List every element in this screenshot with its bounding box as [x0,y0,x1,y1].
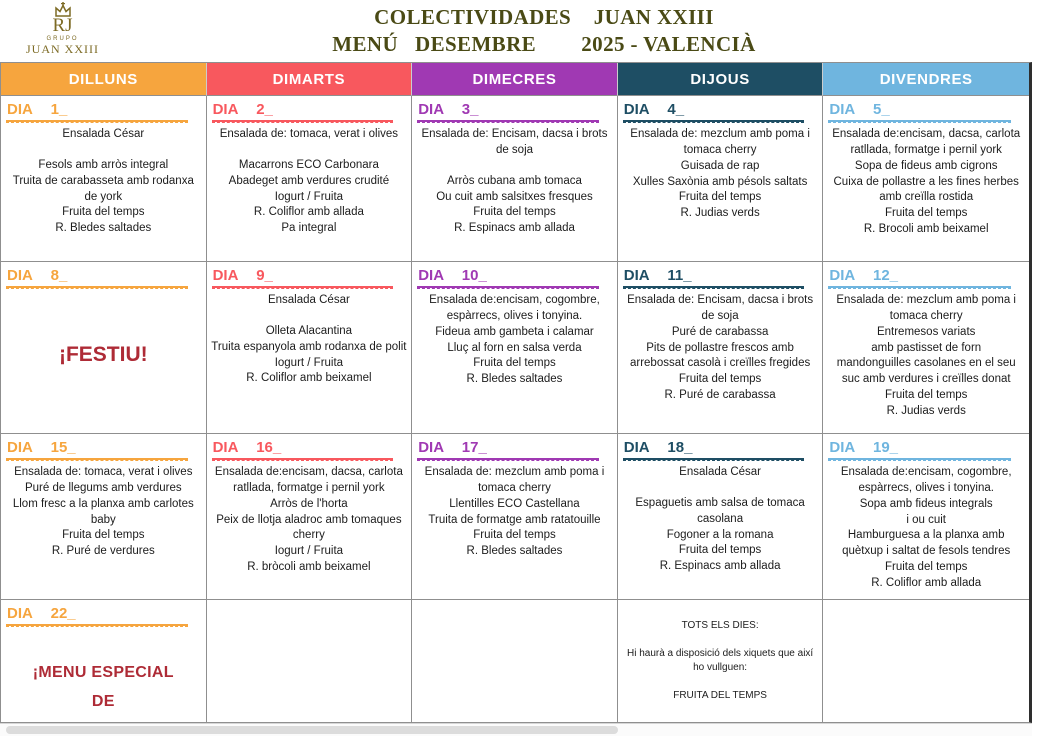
menu-line: R. Judias verds [680,207,760,220]
weekday-header-dilluns: DILLUNS [1,63,207,96]
menu-line: Ensalada César [679,466,761,478]
menu-line: R. Bledes saltades [466,545,563,558]
day-label: DIA 19_ [829,439,899,456]
menu-line: Fruita del temps [473,529,556,542]
daily-note-cell [618,600,824,722]
menu-line: Ensalada de: mezclum amb poma i tomaca cherry [424,466,605,494]
day-underline [828,458,1011,461]
day-label: DIA 8_ [7,267,68,284]
menu-lines [5,465,202,560]
day-cell-2 [207,96,413,262]
menu-line: Sopa de fideus amb cigrons [854,159,998,172]
menu-line: R. Espinacs amb allada [454,222,575,235]
day-label: DIA 12_ [829,267,899,284]
weekday-header-dimarts: DIMARTS [207,63,413,96]
menu-line: Arròs de l'horta [270,497,348,510]
logo-monogram: RJ [52,15,73,36]
menu-line: amb pastisset de forn [871,341,982,354]
menu-line: Fruita del temps [473,206,556,219]
menu-line: Iogurt / Fruita [274,545,344,558]
menu-line: Pits de pollastre frescos amb arrebossat casolà i creïlles fregides [629,341,811,370]
menu-line: Ensalada de: mezclum amb poma i tomaca cherry [836,294,1016,322]
day-underline [417,120,599,123]
menu-line [622,481,819,496]
daily-note [622,619,819,703]
title-line-2: MENÚ DESEMBRE 2025 - VALENCIÀ [332,32,756,56]
menu-lines [211,293,408,387]
menu-line: Ensalada de:encisam, dacsa, carlota ratllada, formatge i pernil york [832,128,1021,156]
day-underline [623,286,805,289]
weekday-header-divendres: DIVENDRES [823,63,1029,96]
menu-line: Fruita del temps [678,544,762,557]
day-underline [828,286,1011,289]
menu-line: Arròs cubana amb tomaca [447,174,582,187]
weekday-header-dimecres: DIMECRES [412,63,618,96]
day-label: DIA 3_ [418,101,479,118]
weekday-header-dijous: DIJOUS [618,63,824,96]
menu-line: mandonguilles casolanes en el seu suc amb verdures i creïlles donat [836,357,1016,386]
menu-line: Truita espanyola amb rodanxa de polit [211,340,407,353]
menu-line: Ensalada de: tomaca, verat i olives [219,128,399,140]
day-underline [6,458,188,461]
title-line-1: COLECTIVIDADES JUAN XXIII [374,5,714,29]
day-underline [623,458,805,461]
menu-line: Entremesos variats [876,325,976,338]
day-label: DIA 1_ [7,101,68,118]
day-label: DIA 16_ [212,439,282,456]
menu-lines [416,465,613,560]
empty-cell [412,600,618,722]
menu-line: R. Bledes saltades [466,373,563,386]
day-label: DIA 4_ [623,101,685,118]
menu-line: Sopa amb fideus integrals [859,497,993,510]
day-cell-17 [412,434,618,600]
day-cell-11 [618,262,824,434]
page-header [0,0,1032,62]
day-underline [417,458,599,461]
menu-line: Ensalada de: tomaca, verat i olives [14,466,193,478]
menu-line: Iogurt / Fruita [274,356,344,369]
day-underline [828,120,1011,123]
menu-line: Fruita del temps [884,389,968,402]
menu-line: Olleta Alacantina [265,324,353,337]
note-line: TOTS ELS DIES: [681,620,759,631]
menu-line: Ensalada de: Encisam, dacsa i brots de soja [421,128,608,156]
menu-line: Ensalada César [267,294,350,306]
menu-lines [5,127,202,237]
menu-line: Abadeget amb verdures crudité [228,174,390,187]
menu-line: R. bròcoli amb beixamel [247,561,371,574]
day-underline [623,120,805,123]
menu-lines [622,465,819,575]
menu-line: R. Judias verds [886,405,966,418]
menu-line: Fideua amb gambeta i calamar [435,325,594,338]
menu-line: Iogurt / Fruita [274,190,344,203]
menu-line: Ensalada de: Encisam, dacsa i brots de soja [627,294,814,322]
menu-line: R. Puré de carabassa [664,389,776,402]
menu-line: Truita de carabasseta amb rodanxa de york [12,174,194,203]
note-line [622,676,819,689]
day-underline [417,286,599,289]
menu-lines [416,127,613,237]
menu-lines [622,293,819,404]
note-line: FRUITA DEL TEMPS [673,689,767,701]
menu-line: R. Coliflor amb allada [871,577,982,590]
day-label: DIA 2_ [212,101,273,118]
logo-name-text: JUAN XXIII [26,42,99,56]
horizontal-scrollbar[interactable] [0,723,1032,736]
day-cell-8 [1,262,207,434]
menu-line: Ensalada de: mezclum amb poma i tomaca cherry [630,128,810,156]
page-title [28,5,1060,57]
menu-line: Hamburguesa a la planxa amb quètxup i saltat de fesols tendres [842,529,1011,558]
day-label: DIA 17_ [418,439,487,456]
scrollbar-thumb[interactable] [6,726,618,734]
menu-line: Pa integral [281,222,337,235]
day-cell-9 [207,262,413,434]
menu-line: Macarrons ECO Carbonara [238,158,379,171]
day-label: DIA 11_ [623,267,692,284]
day-label: DIA 5_ [829,101,890,118]
menu-line: Ensalada de:encisam, dacsa, carlota ratllada, formatge i pernil york [214,466,403,494]
menu-line: Truita de formatge amb ratatouille [428,513,601,526]
menu-line: Llentilles ECO Castellana [449,497,580,510]
day-cell-10 [412,262,618,434]
menu-line: R. Coliflor amb beixamel [246,372,372,385]
day-label: DIA 10_ [418,267,487,284]
menu-line: Fruita del temps [678,373,762,386]
empty-cell [207,600,413,722]
day-label: DIA 18_ [623,439,693,456]
menu-line [5,143,202,158]
day-cell-3 [412,96,618,262]
day-cell-18 [618,434,824,600]
day-underline [6,286,188,289]
special-text [5,293,202,431]
day-cell-22 [1,600,207,722]
menu-line: Fruita del temps [62,206,145,219]
menu-line: Guisada de rap [680,159,760,172]
day-underline [212,458,394,461]
menu-line [211,309,408,324]
menu-line: Espaguetis amb salsa de tomaca casolana [635,496,805,525]
menu-lines [211,465,408,576]
day-underline [212,286,394,289]
menu-line: Puré de carabassa [671,325,769,338]
menu-line: Ensalada César [62,128,145,140]
note-line: Hi haurà a disposició dels xiquets que així ho vullguen: [626,647,814,673]
menu-lines [827,465,1025,592]
day-label: DIA 15_ [7,439,76,456]
special-line: ¡FESTIU! [58,343,148,366]
menu-line: Ou cuit amb salsitxes fresques [436,190,593,203]
day-cell-16 [207,434,413,600]
logo-group-text: GRUPO [46,36,79,42]
note-line [622,634,819,647]
menu-line: Fruita del temps [884,207,968,220]
menu-line: Llom fresc a la planxa amb carlotes baby [12,497,194,526]
menu-line: R. Puré de verdures [51,545,155,558]
day-cell-1 [1,96,207,262]
day-label: DIA 9_ [212,267,273,284]
menu-line: R. Coliflor amb allada [253,206,364,219]
menu-line: Ensalada de:encisam, cogombre, espàrrecs, olives i tonyina. [840,466,1012,494]
menu-line: Xulles Saxònia amb pésols saltats [632,175,808,188]
day-underline [6,624,188,627]
menu-line [211,143,408,158]
day-cell-15 [1,434,207,600]
day-underline [6,120,188,123]
menu-table [0,62,1032,723]
menu-line: Fogoner a la romana [666,528,774,541]
day-cell-19 [823,434,1029,600]
menu-line: i ou cuit [906,513,947,526]
menu-line [416,159,613,174]
menu-lines [622,127,819,222]
menu-line: Cuixa de pollastre a les fines herbes amb creïlla rostida [833,175,1019,204]
menu-lines [827,127,1025,238]
menu-line: Fruita del temps [884,561,968,574]
menu-line: Lluç al forn en salsa verda [447,341,582,354]
menu-line: Puré de llegums amb verdures [24,481,182,494]
empty-cell [823,600,1029,722]
special-line: DE [91,692,115,710]
menu-line: R. Brocoli amb beixamel [863,223,989,236]
menu-lines [827,293,1025,420]
special-line: ¡MENU ESPECIAL [32,664,174,681]
menu-lines [416,293,613,388]
day-cell-5 [823,96,1029,262]
menu-line: Fruita del temps [678,191,762,204]
day-cell-12 [823,262,1029,434]
menu-line: Ensalada de:encisam, cogombre, espàrrecs, olives i tonyina. [429,294,600,322]
menu-line: Fesols amb arròs integral [38,158,169,171]
day-cell-4 [618,96,824,262]
menu-line: R. Espinacs amb allada [659,560,781,573]
day-label: DIA 22_ [7,605,76,622]
menu-lines [211,127,408,237]
menu-line: Fruita del temps [62,529,145,542]
day-underline [212,120,394,123]
menu-line: Fruita del temps [473,357,556,370]
menu-line: Peix de llotja aladroc amb tomaques cherry [216,513,402,542]
menu-line: R. Bledes saltades [55,222,152,235]
